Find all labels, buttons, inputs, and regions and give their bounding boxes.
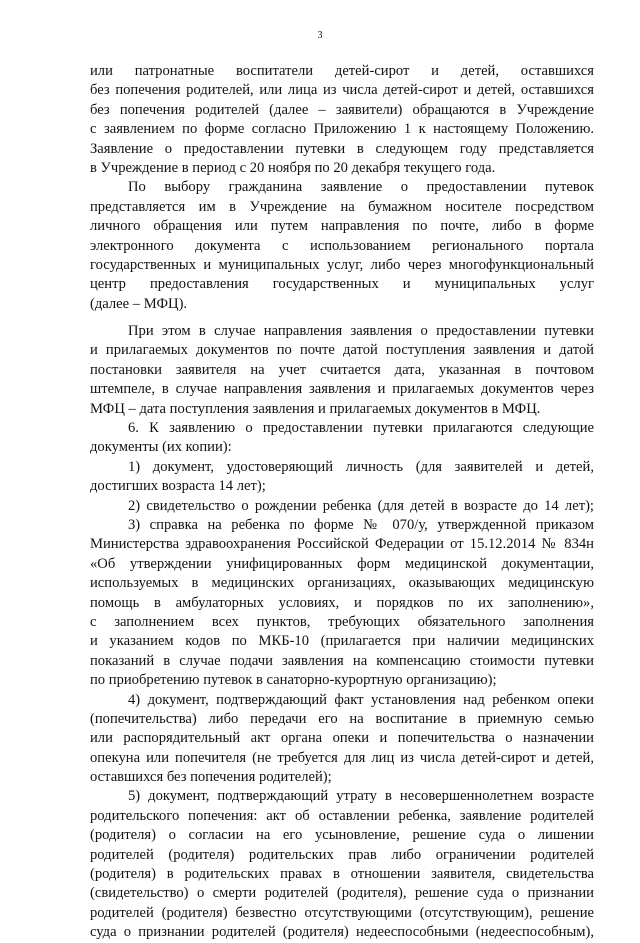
text-line: электронного документа с использованием регионального портала (90, 237, 594, 254)
text-line: родителей (родителя) безвестно отсутствующими (отсутствующим), решение (90, 904, 594, 921)
text-line: или патронатные воспитатели детей-сирот и детей, оставшихся (90, 63, 594, 79)
text-line: (родителя) в родительских правах в отношении заявителя, свидетельства (90, 866, 594, 883)
text-line: документы (их копии): (90, 439, 232, 456)
text-line: Министерства здравоохранения Российской Федерации от 15.12.2014 № 834н (90, 536, 594, 553)
text-line: центр предоставления государственных и муниципальных услуг (90, 276, 594, 293)
text-line: постановки заявителя на учет считается дата, указанная в почтовом (90, 361, 594, 378)
text-line: По выбору гражданина заявление о предоставлении путевок (128, 179, 594, 196)
text-line: (далее – МФЦ). (90, 295, 188, 312)
text-line: 3) справка на ребенка по форме № 070/у, утвержденной приказом (128, 516, 594, 533)
text-line: показаний в случае подачи заявления на компенсацию стоимости путевки (90, 652, 594, 669)
text-line: 4) документ, подтверждающий факт установления над ребенком опеки (128, 691, 594, 708)
text-line: или распорядительный акт органа опеки и попечительства о назначении (90, 730, 594, 747)
page-number: 3 (317, 30, 323, 41)
text-line: 1) документ, удостоверяющий личность (для заявителей и детей, (128, 458, 594, 475)
text-line: При этом в случае направления заявления о предоставлении путевки (128, 323, 594, 340)
text-line: и указанием кодов по МКБ-10 (прилагается при наличии медицинских (90, 633, 594, 650)
text-line: Заявление о предоставлении путевки в следующем году представляется (90, 140, 594, 157)
text-line: штемпеле, в случае направления заявления и прилагаемых документов через (90, 381, 594, 398)
text-line: (родителя) о согласии на его усыновление, решение суда о лишении (90, 827, 594, 844)
text-line: без попечения родителей, или лица из числа детей-сирот и детей, оставшихся (90, 82, 594, 99)
text-line: родителей (родителя) родительских прав либо ограничении родителей (90, 846, 594, 863)
text-line: 6. К заявлению о предоставлении путевки прилагаются следующие (128, 420, 594, 437)
text-line: МФЦ – дата поступления заявления и прилагаемых документов в МФЦ. (90, 400, 541, 417)
text-line: родительского попечения: акт об оставлении ребенка, заявление родителей (90, 807, 594, 824)
text-line: помощь в амбулаторных условиях, и порядков по их заполнению», (90, 594, 594, 611)
text-line: 2) свидетельство о рождении ребенка (для детей в возрасте до 14 лет); (128, 497, 594, 514)
text-line: используемых в медицинских организациях, оказывающих медицинскую (90, 575, 594, 592)
text-line: с заполнением всех пунктов, требующих обязательного заполнения (90, 613, 594, 630)
text-line: «Об утверждении унифицированных форм медицинской документации, (90, 555, 594, 572)
text-line: оставшихся без попечения родителей); (90, 769, 332, 786)
text-line: представляется им в Учреждение на бумажном носителе посредством (90, 198, 594, 215)
text-line: с заявлением по форме согласно Приложению 1 к настоящему Положению. (90, 121, 594, 138)
text-line: личного обращения или путем направления по почте, либо в форме (90, 218, 594, 235)
text-line: без попечения родителей (далее – заявители) обращаются в Учреждение (90, 101, 594, 118)
text-line: и прилагаемых документов по почте датой поступления заявления и датой (90, 342, 594, 359)
text-line: по приобретению путевок в санаторно-курортную организацию); (90, 672, 497, 689)
text-line: государственных и муниципальных услуг, либо через многофункциональный (90, 256, 594, 273)
text-line: (попечительства) либо передачи его на воспитание в приемную семью (90, 710, 594, 727)
text-line: в Учреждение в период с 20 ноября по 20 декабря текущего года. (90, 159, 496, 176)
document-body (90, 62, 594, 943)
text-line: суда о признании родителей (родителя) недееспособными (недееспособным), (90, 924, 594, 941)
paragraph-gap (90, 314, 594, 322)
text-line: опекуна или попечителя (не требуется для лиц из числа детей-сирот и детей, (90, 749, 594, 766)
text-line: (свидетельство) о смерти родителей (родителя), решение суда о признании (90, 885, 594, 902)
text-line: достигших возраста 14 лет); (90, 478, 266, 495)
text-line: 5) документ, подтверждающий утрату в несовершеннолетнем возрасте (128, 788, 594, 805)
